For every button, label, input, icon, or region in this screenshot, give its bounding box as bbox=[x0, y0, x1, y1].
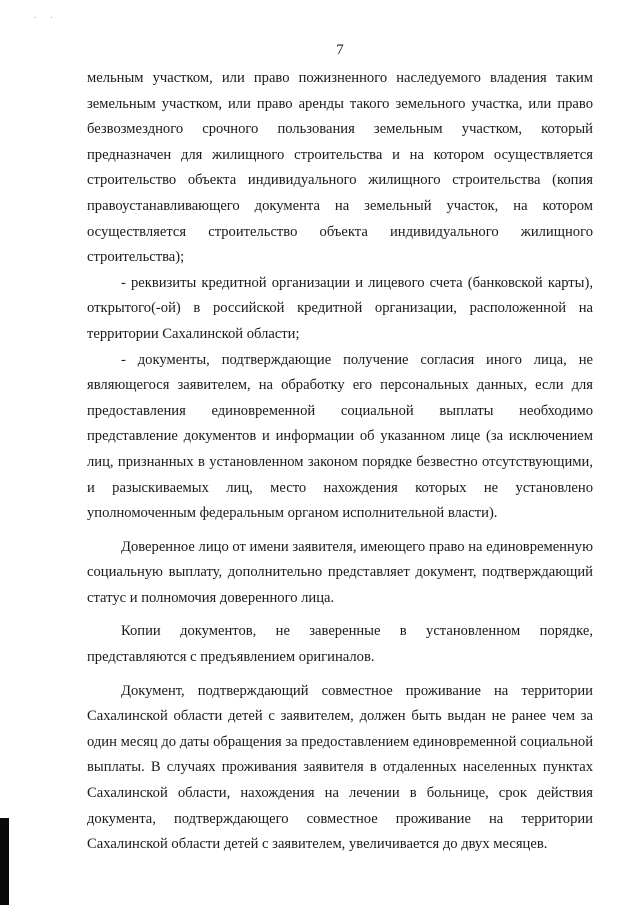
paragraph-land-rights: мельным участком, или право пожизненного наследуемого владения таким земельным участком, или право аренды такого земельного участка, или право безвозмездного срочного пользования земельным участком, который предназначен для жилищного строительства и на котором осуществляется строительство объекта индивидуального жилищного строительства (копия правоустанавливающего документа на земельный участок, на котором осуществляется строительство объекта индивидуального жилищного строительства); bbox=[87, 70, 593, 266]
scan-edge-mark bbox=[0, 818, 9, 905]
paragraph-bank-details: - реквизиты кредитной организации и лицевого счета (банковской карты), открытого(-ой) в российской кредитной организации, расположенной на территории Сахалинской области; bbox=[87, 274, 593, 342]
paragraph-document-copies: Копии документов, не заверенные в установленном порядке, представляются с предъявлением оригиналов. bbox=[87, 623, 593, 666]
paragraph-cohabitation-document: Документ, подтверждающий совместное проживание на территории Сахалинской области детей с заявителем, должен быть выдан не ранее чем за один месяц до даты обращения за предоставлением единовременной социальной выплаты. В случаях проживания заявителя в отдаленных населенных пунктах Сахалинской области, нахождения на лечении в больнице, срок действия документа, подтверждающего совместное проживание на территории Сахалинской области детей с заявителем, увеличивается до двух месяцев. bbox=[87, 682, 593, 853]
body-text bbox=[87, 66, 593, 858]
paragraph-consent-documents: - документы, подтверждающие получение согласия иного лица, не являющегося заявителем, на обработку его персональных данных, если для предоставления единовременной социальной выплаты необходимо представление документов и информации об указанном лице (за исключением лиц, признанных в установленном законом порядке безвестно отсутствующими, и разыскиваемых лиц, место нахождения которых не установлено уполномоченным федеральным органом исполнительной власти). bbox=[87, 351, 593, 522]
scan-marks: · · bbox=[34, 14, 59, 22]
page-number: 7 bbox=[336, 42, 344, 58]
paragraph-trusted-person: Доверенное лицо от имени заявителя, имеющего право на единовременную социальную выплату, дополнительно представляет документ, подтверждающий статус и полномочия доверенного лица. bbox=[87, 538, 593, 606]
